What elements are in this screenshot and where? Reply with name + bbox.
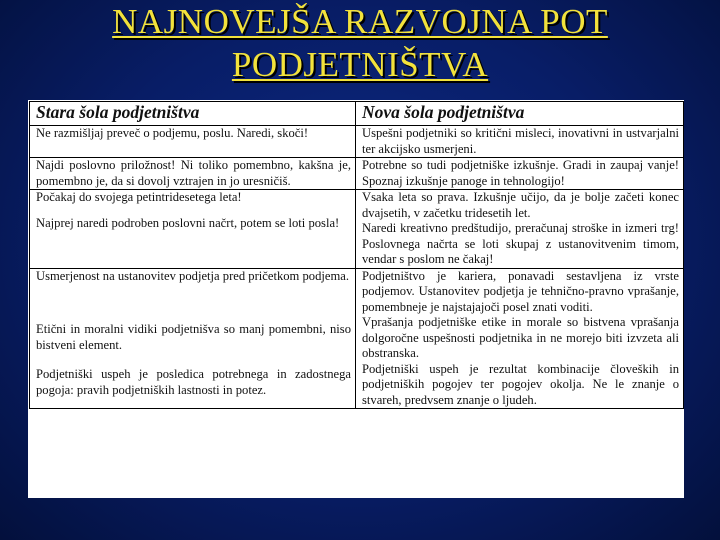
old-school-cell: [30, 126, 356, 158]
cell-text: Potrebne so tudi podjetniške izkušnje. Gradi in zaupaj vanje! Spoznaj izkušnje panoge in tehnologijo!: [362, 158, 679, 188]
old-school-cell: [30, 190, 356, 269]
cell-text: Najprej naredi podroben poslovni načrt, potem se loti posla!: [36, 215, 340, 230]
slide-title-line-1: NAJNOVEJŠA RAZVOJNA POT: [112, 2, 608, 41]
cell-text: Uspešni podjetniki so kritični misleci, inovativni in ustvarjalni ter akcijsko usmerjeni.: [362, 126, 679, 156]
header-new-school: Nova šola podjetništva: [356, 102, 684, 126]
table-row: [30, 158, 684, 190]
comparison-table-container: [28, 100, 684, 498]
cell-text: Najdi poslovno priložnost! Ni toliko pomembno, kakšna je, pomembno je, da si dovolj vztrajen in jo uresničiš.: [36, 158, 351, 188]
cell-text: Etični in moralni vidiki podjetnišva so manj pomembni, niso bistveni element.: [36, 322, 351, 352]
cell-text: Usmerjenost na ustanovitev podjetja pred pričetkom podjema.: [36, 268, 350, 283]
old-school-cell: [30, 158, 356, 190]
new-school-cell: [356, 190, 684, 269]
old-school-cell: [30, 268, 356, 409]
table-header-row: [30, 102, 684, 126]
new-school-cell: [356, 158, 684, 190]
cell-text: Naredi kreativno predštudijo, preračunaj stroške in izmeri trg! Poslovnega načrta se loti skupaj z ustanovitvenim timom, vendar s poslom ne čakaj!: [362, 221, 679, 266]
cell-text: Vprašanja podjetniške etike in morale so bistvena vprašanja dolgoročne uspešnosti podjetnika in ne morejo biti izvzeta ali obstranska.: [362, 315, 679, 360]
cell-text: Podjetništvo je kariera, ponavadi sestavljena iz vrste podjemov. Ustanovitev podjetja je tehnično-pravno vprašanje, pomembneje je najstajajoči posel znati voditi.: [362, 268, 679, 314]
comparison-table: [29, 101, 684, 409]
cell-text: Podjetniški uspeh je posledica potrebnega in zadostnega pogoja: pravih podjetniških lastnosti in potez.: [36, 367, 351, 397]
slide-title-line-2: PODJETNIŠTVA: [231, 45, 489, 84]
cell-text: Ne razmišljaj preveč o podjemu, poslu. Naredi, skoči!: [36, 126, 309, 140]
cell-text: Vsaka leta so prava. Izkušnje učijo, da je bolje začeti konec dvajsetih, v začetku tridesetih let.: [362, 190, 679, 220]
cell-text: Podjetniški uspeh je rezultat kombinacije človeških in podjetniških pogojev ter pogojev okolja. Ne le znanje o stvareh, predvsem znanje o ljudeh.: [362, 361, 679, 407]
table-row: [30, 126, 684, 158]
table-row: [30, 190, 684, 269]
table-row: [30, 268, 684, 409]
cell-text: Počakaj do svojega petintridesetega leta!: [36, 190, 242, 204]
new-school-cell: [356, 268, 684, 409]
slide-title: [0, 0, 720, 86]
header-old-school: Stara šola podjetništva: [30, 102, 356, 126]
new-school-cell: [356, 126, 684, 158]
